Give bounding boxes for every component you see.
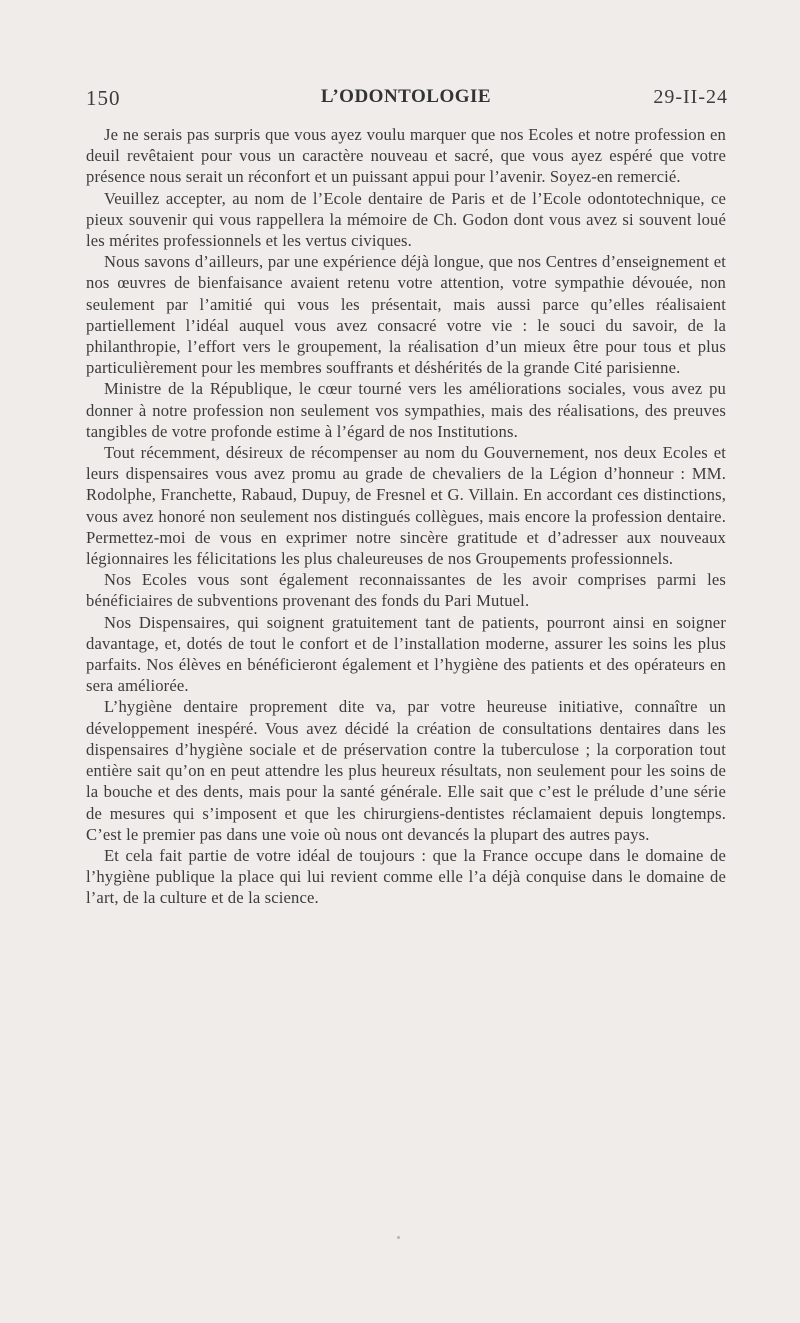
page-number: 150 [86,86,121,110]
paper-speck [397,1236,400,1239]
paragraph: Ministre de la République, le cœur tourné vers les améliorations sociales, vous avez pu donner à notre profession non seulement vos sympathies, mais des réalisations, des preuves tangibles de votre profonde estime à l’égard de nos Institutions. [86,379,726,441]
issue-date: 29-II-24 [653,86,728,108]
paragraph: Nous savons d’ailleurs, par une expérience déjà longue, que nos Centres d’enseignement et nos œuvres de bienfaisance avaient retenu votre attention, votre sympathie dévouée, non seulement par l’amitié qui vous les présentait, mais aussi parce qu’elles réalisaient partiellement l’idéal auquel vous avez consacré votre vie : le souci du savoir, de la philanthropie, l’effort vers le groupement, la réalisation d’un mieux être pour tous et plus particulièrement pour les membres souffrants et déshérités de la grande Cité parisienne. [86,252,726,378]
journal-title: L’ODONTOLOGIE [320,86,492,107]
paragraph: Nos Dispensaires, qui soignent gratuitement tant de patients, pourront ainsi en soigner davantage, et, dotés de tout le confort et de l’installation moderne, assurer les soins les plus parfaits. Nos élèves en bénéficieront également et l’hygiène des patients et des opérateurs en sera améliorée. [86,612,726,696]
paragraph: Tout récemment, désireux de récompenser au nom du Gouvernement, nos deux Ecoles et leurs dispensaires vous avez promu au grade de chevaliers de la Légion d’honneur : MM. Rodolphe, Franchette, Rabaud, Dupuy, de Fresnel et G. Villain. En accordant ces distinctions, vous avez honoré non seulement nos distingués collègues, mais encore la profession dentaire. Permettez-moi de vous en exprimer notre sincère gratitude et d’adresser aux nouveaux légionnaires les félicitations les plus chaleureuses de nos Groupements professionnels. [86,443,726,569]
document-page [86,86,726,909]
paragraph: Veuillez accepter, au nom de l’Ecole dentaire de Paris et de l’Ecole odontotechnique, ce pieux souvenir qui vous rappellera la mémoire de Ch. Godon dont vous avez si souvent loué les mérites professionnels et les vertus civiques. [86,188,726,251]
paragraph: Je ne serais pas surpris que vous ayez voulu marquer que nos Ecoles et notre profession en deuil revêtaient pour vous un caractère nouveau et sacré, que vous ayez espéré que votre présence nous serait un réconfort et un puissant appui pour l’avenir. Soyez-en remercié. [86,125,726,187]
article-body [86,124,726,909]
paragraph: Nos Ecoles vous sont également reconnaissantes de les avoir comprises parmi les bénéficiaires de subventions provenant des fonds du Pari Mutuel. [86,570,726,611]
running-header [86,86,726,124]
paragraph: Et cela fait partie de votre idéal de toujours : que la France occupe dans le domaine de l’hygiène publique la place qui lui revient comme elle l’a déjà conquise dans le domaine de l’art, de la culture et de la science. [86,845,726,908]
paragraph: L’hygiène dentaire proprement dite va, par votre heureuse initiative, connaître un développement inespéré. Vous avez décidé la création de consultations dentaires dans les dispensaires d’hygiène sociale et de préservation contre la tuberculose ; la corporation tout entière sait qu’on en peut attendre les plus heureux résultats, non seulement pour les soins de la bouche et des dents, mais pour la santé générale. Elle sait que c’est le prélude d’une série de mesures qui s’imposent et que les chirurgiens-dentistes réclamaient depuis longtemps. C’est le premier pas dans une voie où nous ont devancés la plupart des autres pays. [86,697,726,844]
